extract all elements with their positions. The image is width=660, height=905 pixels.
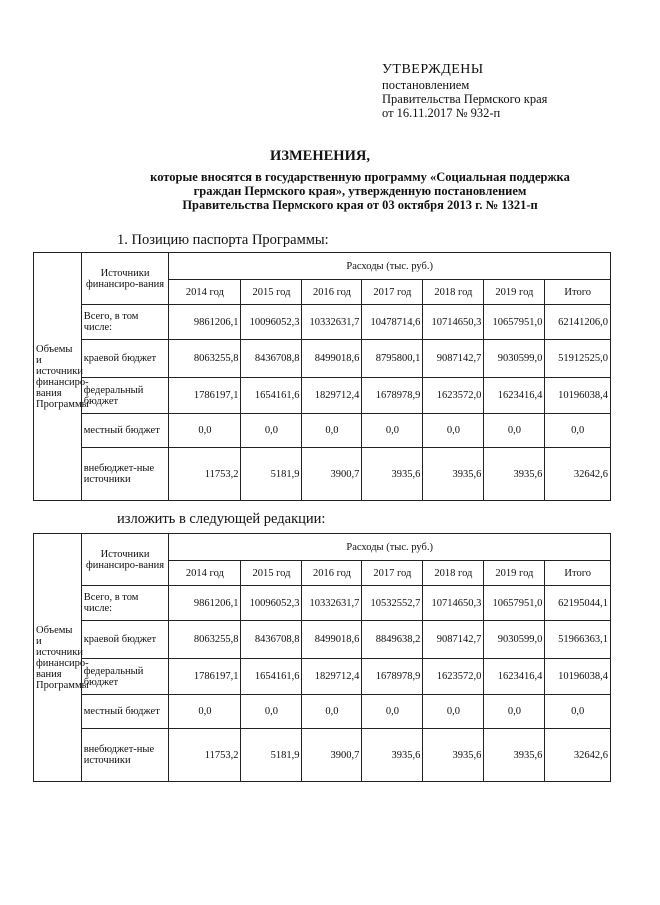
section-label-before: 1. Позицию паспорта Программы: [117, 232, 329, 248]
expenses-header: Расходы (тыс. руб.) [169, 253, 611, 280]
value-cell: 1786197,1 [169, 378, 241, 414]
value-cell: 10657951,0 [484, 305, 545, 340]
total-cell: 32642,6 [545, 729, 611, 782]
value-cell: 3935,6 [362, 448, 423, 501]
value-cell: 0,0 [423, 695, 484, 729]
table-row [34, 305, 611, 340]
total-cell: 62141206,0 [545, 305, 611, 340]
value-cell: 1829712,4 [302, 659, 362, 695]
table-row [34, 448, 611, 501]
value-cell: 0,0 [241, 695, 302, 729]
source-cell: внебюджет-ные источники [81, 448, 169, 501]
value-cell: 1623572,0 [423, 378, 484, 414]
value-cell: 8795800,1 [362, 340, 423, 378]
table-row [34, 414, 611, 448]
value-cell: 1786197,1 [169, 659, 241, 695]
approval-line-3: от 16.11.2017 № 932-п [382, 106, 501, 120]
source-cell: Всего, в том числе: [81, 586, 169, 621]
year-header: 2019 год [484, 561, 545, 586]
source-cell: краевой бюджет [81, 340, 169, 378]
row-label-cell: Объемы и источники финансиро-вания Программы [34, 534, 82, 782]
source-cell: местный бюджет [81, 414, 169, 448]
value-cell: 3935,6 [362, 729, 423, 782]
value-cell: 10096052,3 [241, 305, 302, 340]
year-header: 2018 год [423, 561, 484, 586]
value-cell: 0,0 [169, 414, 241, 448]
value-cell: 9861206,1 [169, 586, 241, 621]
approval-heading: УТВЕРЖДЕНЫ [382, 62, 484, 77]
value-cell: 0,0 [423, 414, 484, 448]
subtitle-line-1: которые вносятся в государственную программу «Социальная поддержка [150, 170, 570, 184]
subtitle-line-3: Правительства Пермского края от 03 октября 2013 г. № 1321-п [182, 198, 538, 212]
document-subtitle [60, 170, 660, 212]
total-cell: 32642,6 [545, 448, 611, 501]
table-row [34, 621, 611, 659]
value-cell: 10532552,7 [362, 586, 423, 621]
source-cell: краевой бюджет [81, 621, 169, 659]
value-cell: 8436708,8 [241, 340, 302, 378]
value-cell: 8499018,6 [302, 621, 362, 659]
value-cell: 11753,2 [169, 448, 241, 501]
value-cell: 1678978,9 [362, 659, 423, 695]
approval-line-1: постановлением [382, 78, 470, 92]
value-cell: 1829712,4 [302, 378, 362, 414]
table-row [34, 586, 611, 621]
value-cell: 11753,2 [169, 729, 241, 782]
value-cell: 0,0 [484, 414, 545, 448]
value-cell: 8499018,6 [302, 340, 362, 378]
total-cell: 62195044,1 [545, 586, 611, 621]
value-cell: 5181,9 [241, 729, 302, 782]
value-cell: 10332631,7 [302, 305, 362, 340]
value-cell: 0,0 [302, 695, 362, 729]
year-header: 2017 год [362, 280, 423, 305]
subtitle-line-2: граждан Пермского края», утвержденную постановлением [193, 184, 527, 198]
table-row [34, 695, 611, 729]
sources-header: Источники финансиро-вания [81, 534, 169, 586]
source-cell: федеральный бюджет [81, 378, 169, 414]
value-cell: 0,0 [241, 414, 302, 448]
value-cell: 0,0 [362, 695, 423, 729]
value-cell: 1654161,6 [241, 378, 302, 414]
sources-header: Источники финансиро-вания [81, 253, 169, 305]
value-cell: 9087142,7 [423, 621, 484, 659]
total-header: Итого [545, 280, 611, 305]
value-cell: 0,0 [302, 414, 362, 448]
value-cell: 1678978,9 [362, 378, 423, 414]
source-cell: Всего, в том числе: [81, 305, 169, 340]
value-cell: 10714650,3 [423, 305, 484, 340]
document-title: ИЗМЕНЕНИЯ, [270, 148, 370, 164]
value-cell: 3935,6 [423, 448, 484, 501]
table-row [34, 659, 611, 695]
year-header: 2018 год [423, 280, 484, 305]
year-header: 2019 год [484, 280, 545, 305]
value-cell: 1654161,6 [241, 659, 302, 695]
total-cell: 51912525,0 [545, 340, 611, 378]
value-cell: 8063255,8 [169, 621, 241, 659]
value-cell: 3935,6 [484, 448, 545, 501]
source-cell: федеральный бюджет [81, 659, 169, 695]
year-header: 2015 год [241, 280, 302, 305]
row-label-cell: Объемы и источники финансиро-вания Программы [34, 253, 82, 501]
section-label-after: изложить в следующей редакции: [117, 511, 326, 527]
value-cell: 9030599,0 [484, 340, 545, 378]
year-header: 2017 год [362, 561, 423, 586]
table-row [34, 729, 611, 782]
value-cell: 3900,7 [302, 729, 362, 782]
value-cell: 9030599,0 [484, 621, 545, 659]
funding-table-before [33, 252, 611, 501]
value-cell: 8849638,2 [362, 621, 423, 659]
table-row [34, 340, 611, 378]
year-header: 2015 год [241, 561, 302, 586]
value-cell: 3900,7 [302, 448, 362, 501]
value-cell: 9861206,1 [169, 305, 241, 340]
approval-stamp [382, 62, 547, 120]
year-header: 2014 год [169, 561, 241, 586]
total-cell: 51966363,1 [545, 621, 611, 659]
value-cell: 10657951,0 [484, 586, 545, 621]
value-cell: 10332631,7 [302, 586, 362, 621]
value-cell: 3935,6 [423, 729, 484, 782]
value-cell: 5181,9 [241, 448, 302, 501]
total-cell: 0,0 [545, 414, 611, 448]
funding-table-after [33, 533, 611, 782]
value-cell: 9087142,7 [423, 340, 484, 378]
value-cell: 8063255,8 [169, 340, 241, 378]
value-cell: 10096052,3 [241, 586, 302, 621]
total-cell: 10196038,4 [545, 659, 611, 695]
table-row [34, 378, 611, 414]
value-cell: 1623416,4 [484, 378, 545, 414]
year-header: 2014 год [169, 280, 241, 305]
total-cell: 10196038,4 [545, 378, 611, 414]
year-header: 2016 год [302, 280, 362, 305]
year-header: 2016 год [302, 561, 362, 586]
total-header: Итого [545, 561, 611, 586]
total-cell: 0,0 [545, 695, 611, 729]
source-cell: местный бюджет [81, 695, 169, 729]
value-cell: 3935,6 [484, 729, 545, 782]
value-cell: 1623572,0 [423, 659, 484, 695]
value-cell: 0,0 [362, 414, 423, 448]
value-cell: 0,0 [484, 695, 545, 729]
expenses-header: Расходы (тыс. руб.) [169, 534, 611, 561]
value-cell: 8436708,8 [241, 621, 302, 659]
value-cell: 10714650,3 [423, 586, 484, 621]
value-cell: 0,0 [169, 695, 241, 729]
value-cell: 1623416,4 [484, 659, 545, 695]
source-cell: внебюджет-ные источники [81, 729, 169, 782]
value-cell: 10478714,6 [362, 305, 423, 340]
approval-line-2: Правительства Пермского края [382, 92, 548, 106]
